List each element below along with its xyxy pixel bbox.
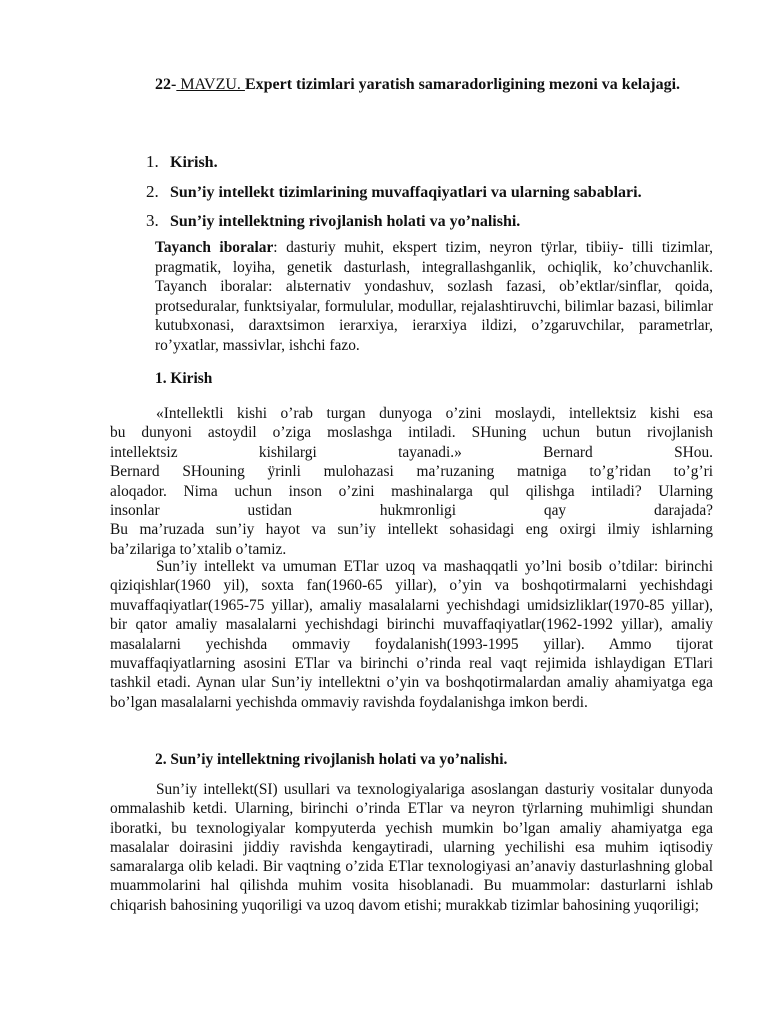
text-line: intellektsiz kishilargi tayanadi.» Bernard SHou. [110,443,713,461]
title-text: Expert tizimlari yaratish samaradorligining mezoni va kelajagi. [244,76,681,93]
outline-item [146,211,520,231]
keywords-text: : dasturiy muhit, ekspert tizim, neyron tÿrlar, tibiiy- tilli tizimlar, pragmatik, loyiha, genetik dasturlash, integrallashganlik, ochiqlik, ko’chuvchanlik. Tayanch iboralar: alьternativ yondashuv, sozlash fazasi, ob’ektlar/sinflar, qoida, protseduralar, funktsiyalar, formulular, modullar, rejalashtiruvchi, bilimlar bazasi, bilimlar kutubxonasi, daraxtsimon ierarxiya, ierarxiya ildizi, o’zgaruvchilar, parametrlar, ro’yxatlar, massivlar, ishchi fazo. [155,239,713,354]
keywords-label: Tayanch iboralar [155,239,274,256]
title-prefix: 22- [155,76,177,93]
outline-item [146,182,642,202]
outline-item [146,152,218,172]
text-line: Bernard SHouning ÿrinli mulohazasi ma’ruzaning matniga to’g’ridan to’g’ri [110,463,713,481]
section2-paragraph: Sun’iy intellekt(SI) usullari va texnologiyalariga asoslangan dasturiy vositalar dunyoda ommalashib ketdi. Ularning, birinchi o’rinda ETlar va neyron tÿrlarning muhimligi shundan iboratki, bu texnologiyalar kompyuterda yechish mumkin bo’lgan amaliy ahamiyatga ega masalalar doirasini jiddiy ravishda kengaytiradi, ularning yechilishi esa muhim iqtisodiy samaralarga olib keladi. Bir vaqtning o’zida ETlar texnologiyasi an’anaviy dasturlashning global muammolarini hal qilishda muhim vosita hisoblanadi. Bu muammolar: dasturlarni ishlab chiqarish bahosining yuqoriligi va uzoq davom etishi; murakkab tizimlar bahosining yuqoriligi; [110,781,713,914]
text-line: aloqador. Nima uchun inson o’zini mashinalarga qul qilishga intiladi? Ularning [110,482,713,500]
text-line: ba’zilariga to’xtalib o’tamiz. [110,540,287,558]
text-line: «Intellektli kishi o’rab turgan dunyoga o’zini moslaydi, intellektsiz kishi esa [156,405,713,422]
outline-number: 3. [146,211,159,230]
outline-label: Sun’iy intellekt tizimlarining muvaffaqiyatlari va ularning sabablari. [170,184,642,201]
section1-paragraph-quote [110,404,713,559]
page-title [155,75,713,95]
outline-number: 1. [146,152,159,171]
section2-heading: 2. Sun’iy intellektning rivojlanish holati va yo’nalishi. [155,751,508,768]
text-line: Bu ma’ruzada sun’iy hayot va sun’iy intellekt sohasidagi eng oxirgi ilmiy ishlarning [110,521,713,539]
title-mavzu: MAVZU. [176,76,245,93]
section1-paragraph-history: Sun’iy intellekt va umuman ETlar uzoq va mashaqqatli yo’lni bosib o’tdilar: birinchi qiziqishlar(1960 yil), soxta fan(1960-65 yillar), o’yin va boshqotirmalarni yechishdagi muvaffaqiyatlar(1965-75 yillar), amaliy masalalarni yechishdagi umidsizliklar(1970-85 yillar), bir qator amaliy masalalarni yechishdagi birinchi muvaffaqiyatlar(1962-1992 yillar), amaliy masalalarni yechishda ommaviy foydalanish(1993-1995 yillar). Ammo tijorat muvaffaqiyatlarning asosini ETlar va birinchi o’rinda real vaqt rejimida ishlaydigan ETlari tashkil etadi. Aynan ular Sun’iy intellektni o’yin va boshqotirmalardan amaliy ahamiyatga ega bo’lgan masalalarni yechishda ommaviy ravishda foydalanishga imkon berdi. [110,558,713,711]
section1-heading: 1. Kirish [155,370,213,387]
outline-label: Sun’iy intellektning rivojlanish holati va yo’nalishi. [170,213,521,230]
text-line: insonlar ustidan hukmronligi qay darajada? [110,502,713,520]
text-line: bu dunyoni astoydil o’ziga moslashga intiladi. SHuning uchun butun rivojlanish [110,424,713,442]
outline-label: Kirish. [170,154,218,171]
keywords-paragraph [155,238,713,355]
outline-number: 2. [146,182,159,201]
